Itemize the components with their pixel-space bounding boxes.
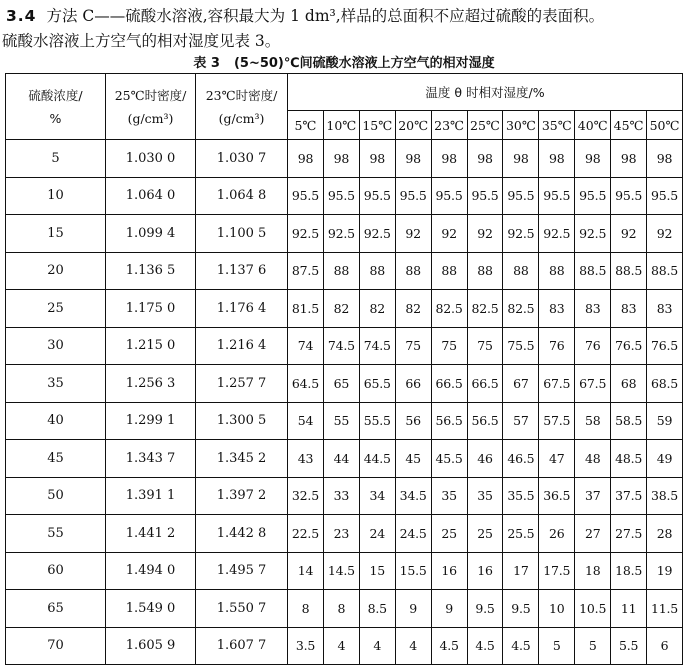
header-concentration xyxy=(6,74,106,140)
humidity-cell: 24 xyxy=(359,515,395,553)
concentration-cell: 40 xyxy=(6,402,106,440)
humidity-cell: 4.5 xyxy=(431,627,467,665)
table-row xyxy=(6,627,683,665)
humidity-cell: 8.5 xyxy=(359,590,395,628)
humidity-cell: 92.5 xyxy=(323,215,359,253)
humidity-cell: 92 xyxy=(467,215,503,253)
density-23-cell: 1.550 7 xyxy=(196,590,288,628)
humidity-cell: 88 xyxy=(539,252,575,290)
humidity-cell: 26 xyxy=(539,515,575,553)
humidity-cell: 9.5 xyxy=(467,590,503,628)
header-temperature: 30℃ xyxy=(503,111,539,140)
humidity-cell: 25 xyxy=(467,515,503,553)
humidity-cell: 68 xyxy=(611,365,647,403)
humidity-cell: 8 xyxy=(288,590,324,628)
humidity-cell: 9.5 xyxy=(503,590,539,628)
humidity-cell: 98 xyxy=(288,140,324,178)
density-25-cell: 1.175 0 xyxy=(106,290,196,328)
density-25-cell: 1.256 3 xyxy=(106,365,196,403)
humidity-cell: 82 xyxy=(359,290,395,328)
humidity-cell: 67 xyxy=(503,365,539,403)
density-25-cell: 1.391 1 xyxy=(106,477,196,515)
header-concentration-line1: 硫酸浓度/ xyxy=(28,87,83,103)
humidity-cell: 46 xyxy=(467,440,503,478)
humidity-cell: 46.5 xyxy=(503,440,539,478)
table-row xyxy=(6,140,683,178)
humidity-cell: 9 xyxy=(431,590,467,628)
concentration-cell: 5 xyxy=(6,140,106,178)
humidity-cell: 87.5 xyxy=(288,252,324,290)
table-row xyxy=(6,290,683,328)
humidity-cell: 58 xyxy=(575,402,611,440)
humidity-cell: 11 xyxy=(611,590,647,628)
humidity-cell: 4 xyxy=(359,627,395,665)
density-25-cell: 1.099 4 xyxy=(106,215,196,253)
humidity-cell: 95.5 xyxy=(611,177,647,215)
density-23-cell: 1.442 8 xyxy=(196,515,288,553)
humidity-cell: 82 xyxy=(323,290,359,328)
humidity-cell: 17 xyxy=(503,552,539,590)
humidity-cell: 4 xyxy=(395,627,431,665)
header-temperature: 20℃ xyxy=(395,111,431,140)
humidity-cell: 4.5 xyxy=(467,627,503,665)
concentration-cell: 35 xyxy=(6,365,106,403)
humidity-cell: 55.5 xyxy=(359,402,395,440)
header-concentration-line2: % xyxy=(49,110,62,126)
humidity-cell: 82.5 xyxy=(431,290,467,328)
humidity-cell: 98 xyxy=(395,140,431,178)
humidity-cell: 44 xyxy=(323,440,359,478)
humidity-table xyxy=(5,73,683,665)
humidity-cell: 92.5 xyxy=(288,215,324,253)
humidity-cell: 43 xyxy=(288,440,324,478)
header-temperature: 23℃ xyxy=(431,111,467,140)
humidity-cell: 75 xyxy=(431,327,467,365)
table-row xyxy=(6,215,683,253)
humidity-cell: 76.5 xyxy=(647,327,683,365)
humidity-cell: 56 xyxy=(395,402,431,440)
humidity-cell: 92.5 xyxy=(503,215,539,253)
humidity-cell: 35.5 xyxy=(503,477,539,515)
header-humidity-group: 温度 θ 时相对湿度/% xyxy=(288,74,683,111)
humidity-cell: 92.5 xyxy=(539,215,575,253)
humidity-cell: 11.5 xyxy=(647,590,683,628)
table-row xyxy=(6,552,683,590)
concentration-cell: 20 xyxy=(6,252,106,290)
density-25-cell: 1.549 0 xyxy=(106,590,196,628)
humidity-cell: 66.5 xyxy=(467,365,503,403)
density-23-cell: 1.495 7 xyxy=(196,552,288,590)
density-23-cell: 1.176 4 xyxy=(196,290,288,328)
humidity-cell: 75.5 xyxy=(503,327,539,365)
humidity-cell: 54 xyxy=(288,402,324,440)
humidity-cell: 48 xyxy=(575,440,611,478)
humidity-cell: 33 xyxy=(323,477,359,515)
humidity-cell: 4 xyxy=(323,627,359,665)
humidity-cell: 95.5 xyxy=(395,177,431,215)
table-row xyxy=(6,402,683,440)
humidity-cell: 64.5 xyxy=(288,365,324,403)
density-23-cell: 1.064 8 xyxy=(196,177,288,215)
humidity-cell: 98 xyxy=(359,140,395,178)
humidity-cell: 81.5 xyxy=(288,290,324,328)
humidity-cell: 74.5 xyxy=(359,327,395,365)
header-density-23 xyxy=(196,74,288,140)
humidity-cell: 98 xyxy=(611,140,647,178)
density-23-cell: 1.100 5 xyxy=(196,215,288,253)
humidity-cell: 15.5 xyxy=(395,552,431,590)
humidity-cell: 32.5 xyxy=(288,477,324,515)
humidity-cell: 98 xyxy=(647,140,683,178)
humidity-cell: 65.5 xyxy=(359,365,395,403)
density-23-cell: 1.607 7 xyxy=(196,627,288,665)
header-temperature: 10℃ xyxy=(323,111,359,140)
header-density-23-line2: (g/cm³) xyxy=(218,110,265,126)
humidity-cell: 88 xyxy=(323,252,359,290)
header-temperature: 35℃ xyxy=(539,111,575,140)
humidity-cell: 74 xyxy=(288,327,324,365)
humidity-cell: 95.5 xyxy=(467,177,503,215)
humidity-cell: 83 xyxy=(575,290,611,328)
humidity-cell: 83 xyxy=(539,290,575,328)
table-row xyxy=(6,515,683,553)
humidity-cell: 48.5 xyxy=(611,440,647,478)
table-caption xyxy=(0,52,688,71)
humidity-cell: 95.5 xyxy=(359,177,395,215)
humidity-cell: 83 xyxy=(611,290,647,328)
concentration-cell: 50 xyxy=(6,477,106,515)
concentration-cell: 10 xyxy=(6,177,106,215)
humidity-cell: 95.5 xyxy=(431,177,467,215)
humidity-cell: 27.5 xyxy=(611,515,647,553)
header-temperature: 5℃ xyxy=(288,111,324,140)
header-temperature: 15℃ xyxy=(359,111,395,140)
table-row xyxy=(6,327,683,365)
intro-line-1-text: 方法 C——硫酸水溶液,容积最大为 1 dm³,样品的总面积不应超过硫酸的表面积。 xyxy=(46,7,605,25)
humidity-cell: 19 xyxy=(647,552,683,590)
humidity-cell: 95.5 xyxy=(647,177,683,215)
concentration-cell: 65 xyxy=(6,590,106,628)
header-temperature: 40℃ xyxy=(575,111,611,140)
header-density-23-line1: 23℃时密度/ xyxy=(205,87,278,103)
humidity-cell: 3.5 xyxy=(288,627,324,665)
humidity-cell: 4.5 xyxy=(503,627,539,665)
humidity-cell: 36.5 xyxy=(539,477,575,515)
humidity-cell: 5 xyxy=(575,627,611,665)
humidity-cell: 82.5 xyxy=(503,290,539,328)
table-row xyxy=(6,365,683,403)
humidity-cell: 15 xyxy=(359,552,395,590)
humidity-cell: 17.5 xyxy=(539,552,575,590)
humidity-cell: 88 xyxy=(395,252,431,290)
header-density-25-line2: (g/cm³) xyxy=(127,110,174,126)
humidity-cell: 18.5 xyxy=(611,552,647,590)
humidity-cell: 14.5 xyxy=(323,552,359,590)
concentration-cell: 30 xyxy=(6,327,106,365)
humidity-cell: 65 xyxy=(323,365,359,403)
density-25-cell: 1.494 0 xyxy=(106,552,196,590)
humidity-cell: 92 xyxy=(431,215,467,253)
header-temperature: 45℃ xyxy=(611,111,647,140)
concentration-cell: 15 xyxy=(6,215,106,253)
humidity-cell: 68.5 xyxy=(647,365,683,403)
humidity-cell: 22.5 xyxy=(288,515,324,553)
humidity-cell: 66 xyxy=(395,365,431,403)
humidity-cell: 95.5 xyxy=(323,177,359,215)
humidity-cell: 35 xyxy=(467,477,503,515)
table-row xyxy=(6,477,683,515)
humidity-cell: 5 xyxy=(539,627,575,665)
density-25-cell: 1.215 0 xyxy=(106,327,196,365)
humidity-cell: 88 xyxy=(431,252,467,290)
humidity-cell: 67.5 xyxy=(539,365,575,403)
header-density-25 xyxy=(106,74,196,140)
table-row xyxy=(6,177,683,215)
header-density-25-line1: 25℃时密度/ xyxy=(114,87,187,103)
humidity-cell: 56.5 xyxy=(431,402,467,440)
density-25-cell: 1.030 0 xyxy=(106,140,196,178)
humidity-cell: 92 xyxy=(647,215,683,253)
humidity-cell: 95.5 xyxy=(539,177,575,215)
humidity-cell: 82.5 xyxy=(467,290,503,328)
humidity-cell: 34.5 xyxy=(395,477,431,515)
humidity-cell: 83 xyxy=(647,290,683,328)
density-25-cell: 1.136 5 xyxy=(106,252,196,290)
intro-paragraph xyxy=(2,4,686,54)
humidity-cell: 45.5 xyxy=(431,440,467,478)
humidity-cell: 16 xyxy=(431,552,467,590)
density-25-cell: 1.441 2 xyxy=(106,515,196,553)
humidity-cell: 44.5 xyxy=(359,440,395,478)
concentration-cell: 45 xyxy=(6,440,106,478)
humidity-cell: 57.5 xyxy=(539,402,575,440)
humidity-cell: 6 xyxy=(647,627,683,665)
intro-line-2: 硫酸水溶液上方空气的相对湿度见表 3。 xyxy=(2,32,281,50)
humidity-cell: 59 xyxy=(647,402,683,440)
humidity-cell: 14 xyxy=(288,552,324,590)
humidity-cell: 98 xyxy=(323,140,359,178)
density-23-cell: 1.137 6 xyxy=(196,252,288,290)
humidity-cell: 37 xyxy=(575,477,611,515)
humidity-cell: 82 xyxy=(395,290,431,328)
humidity-cell: 88 xyxy=(359,252,395,290)
humidity-cell: 18 xyxy=(575,552,611,590)
humidity-cell: 98 xyxy=(503,140,539,178)
humidity-cell: 95.5 xyxy=(575,177,611,215)
humidity-cell: 74.5 xyxy=(323,327,359,365)
table-body xyxy=(6,140,683,665)
concentration-cell: 55 xyxy=(6,515,106,553)
density-25-cell: 1.064 0 xyxy=(106,177,196,215)
table-row xyxy=(6,252,683,290)
humidity-cell: 25.5 xyxy=(503,515,539,553)
humidity-cell: 57 xyxy=(503,402,539,440)
density-25-cell: 1.605 9 xyxy=(106,627,196,665)
humidity-cell: 45 xyxy=(395,440,431,478)
humidity-cell: 76.5 xyxy=(611,327,647,365)
humidity-cell: 92.5 xyxy=(359,215,395,253)
humidity-cell: 25 xyxy=(431,515,467,553)
humidity-cell: 98 xyxy=(467,140,503,178)
table-label: 表 3 xyxy=(193,56,220,71)
density-23-cell: 1.345 2 xyxy=(196,440,288,478)
humidity-cell: 49 xyxy=(647,440,683,478)
density-25-cell: 1.343 7 xyxy=(106,440,196,478)
concentration-cell: 60 xyxy=(6,552,106,590)
humidity-cell: 88 xyxy=(503,252,539,290)
humidity-cell: 38.5 xyxy=(647,477,683,515)
humidity-cell: 34 xyxy=(359,477,395,515)
concentration-cell: 25 xyxy=(6,290,106,328)
humidity-cell: 8 xyxy=(323,590,359,628)
humidity-cell: 95.5 xyxy=(288,177,324,215)
humidity-cell: 37.5 xyxy=(611,477,647,515)
table-row xyxy=(6,590,683,628)
humidity-cell: 98 xyxy=(539,140,575,178)
humidity-cell: 76 xyxy=(539,327,575,365)
header-temperature: 25℃ xyxy=(467,111,503,140)
humidity-cell: 27 xyxy=(575,515,611,553)
density-23-cell: 1.257 7 xyxy=(196,365,288,403)
humidity-cell: 95.5 xyxy=(503,177,539,215)
humidity-cell: 56.5 xyxy=(467,402,503,440)
humidity-cell: 75 xyxy=(467,327,503,365)
humidity-cell: 10 xyxy=(539,590,575,628)
density-23-cell: 1.397 2 xyxy=(196,477,288,515)
humidity-cell: 47 xyxy=(539,440,575,478)
humidity-cell: 10.5 xyxy=(575,590,611,628)
humidity-cell: 55 xyxy=(323,402,359,440)
humidity-cell: 88.5 xyxy=(647,252,683,290)
density-25-cell: 1.299 1 xyxy=(106,402,196,440)
section-number: 3.4 xyxy=(6,7,37,25)
humidity-cell: 67.5 xyxy=(575,365,611,403)
humidity-cell: 92 xyxy=(611,215,647,253)
density-23-cell: 1.030 7 xyxy=(196,140,288,178)
table-row xyxy=(6,440,683,478)
humidity-cell: 24.5 xyxy=(395,515,431,553)
header-temperature: 50℃ xyxy=(647,111,683,140)
humidity-cell: 88.5 xyxy=(611,252,647,290)
humidity-cell: 35 xyxy=(431,477,467,515)
humidity-cell: 88 xyxy=(467,252,503,290)
humidity-cell: 28 xyxy=(647,515,683,553)
humidity-cell: 58.5 xyxy=(611,402,647,440)
humidity-cell: 98 xyxy=(431,140,467,178)
humidity-cell: 92 xyxy=(395,215,431,253)
intro-line-1 xyxy=(6,4,686,29)
humidity-cell: 98 xyxy=(575,140,611,178)
concentration-cell: 70 xyxy=(6,627,106,665)
humidity-cell: 5.5 xyxy=(611,627,647,665)
humidity-cell: 92.5 xyxy=(575,215,611,253)
humidity-cell: 9 xyxy=(395,590,431,628)
table-title: (5~50)℃间硫酸水溶液上方空气的相对湿度 xyxy=(233,56,495,71)
humidity-cell: 76 xyxy=(575,327,611,365)
humidity-cell: 75 xyxy=(395,327,431,365)
humidity-cell: 66.5 xyxy=(431,365,467,403)
humidity-cell: 23 xyxy=(323,515,359,553)
density-23-cell: 1.216 4 xyxy=(196,327,288,365)
humidity-cell: 88.5 xyxy=(575,252,611,290)
density-23-cell: 1.300 5 xyxy=(196,402,288,440)
humidity-cell: 16 xyxy=(467,552,503,590)
